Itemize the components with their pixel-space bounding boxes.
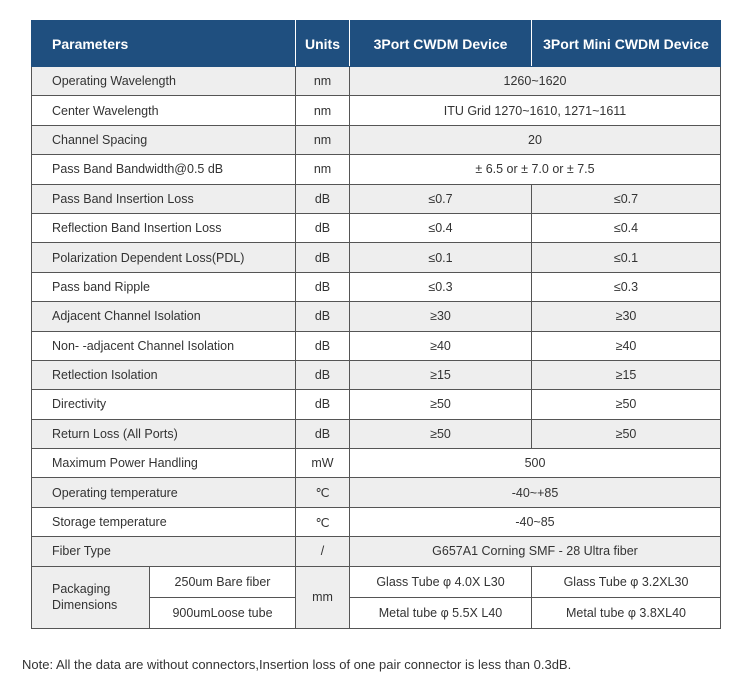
table-body [32, 67, 721, 629]
param-name: Pass Band Insertion Loss [32, 184, 296, 213]
table-row [32, 155, 721, 184]
table-row [32, 537, 721, 566]
table-row [32, 478, 721, 507]
param-value-device-2: ≥50 [532, 419, 721, 448]
table-row [32, 566, 721, 597]
param-unit: dB [296, 213, 350, 242]
table-row [32, 184, 721, 213]
param-unit: dB [296, 419, 350, 448]
footnote: Note: All the data are without connectors,Insertion loss of one pair connector is less than 0.3dB. [22, 657, 572, 672]
table-row [32, 213, 721, 242]
specification-table [31, 20, 721, 629]
param-value: 20 [350, 125, 721, 154]
param-name: Reflection Band Insertion Loss [32, 213, 296, 242]
param-name: Adjacent Channel Isolation [32, 302, 296, 331]
table-row [32, 507, 721, 536]
table-header-row [32, 21, 721, 67]
param-value-device-1: ≥50 [350, 419, 532, 448]
param-value: 500 [350, 449, 721, 478]
param-value-device-1: ≥50 [350, 390, 532, 419]
table-row [32, 449, 721, 478]
param-unit: dB [296, 272, 350, 301]
param-unit: mW [296, 449, 350, 478]
param-value-device-2: ≥15 [532, 360, 721, 389]
param-value-device-2: ≥40 [532, 331, 721, 360]
table-row [32, 125, 721, 154]
packaging-sub2-device-1: Metal tube φ 5.5X L40 [350, 597, 532, 628]
param-name: Maximum Power Handling [32, 449, 296, 478]
param-value: -40~+85 [350, 478, 721, 507]
param-name: Fiber Type [32, 537, 296, 566]
param-unit: / [296, 537, 350, 566]
packaging-sub2-device-2: Metal tube φ 3.8XL40 [532, 597, 721, 628]
param-value: ± 6.5 or ± 7.0 or ± 7.5 [350, 155, 721, 184]
param-value-device-2: ≤0.4 [532, 213, 721, 242]
param-unit: ℃ [296, 478, 350, 507]
param-value-device-1: ≤0.4 [350, 213, 532, 242]
param-unit: dB [296, 243, 350, 272]
param-unit: dB [296, 184, 350, 213]
param-unit: dB [296, 390, 350, 419]
packaging-label [32, 566, 150, 628]
param-name: Return Loss (All Ports) [32, 419, 296, 448]
param-name: Non- -adjacent Channel Isolation [32, 331, 296, 360]
packaging-label-line2: Dimensions [52, 598, 118, 613]
param-name: Channel Spacing [32, 125, 296, 154]
param-value-device-1: ≤0.1 [350, 243, 532, 272]
param-name: Directivity [32, 390, 296, 419]
table-row [32, 96, 721, 125]
param-value-device-2: ≤0.7 [532, 184, 721, 213]
table-row [32, 331, 721, 360]
param-name: Retlection Isolation [32, 360, 296, 389]
param-value: -40~85 [350, 507, 721, 536]
header-parameters: Parameters [32, 21, 296, 67]
header-device-1: 3Port CWDM Device [350, 21, 532, 67]
table-row [32, 272, 721, 301]
table-row [32, 419, 721, 448]
table-row [32, 67, 721, 96]
param-value-device-2: ≥30 [532, 302, 721, 331]
param-value: ITU Grid 1270~1610, 1271~1611 [350, 96, 721, 125]
table-row [32, 390, 721, 419]
param-unit: nm [296, 96, 350, 125]
param-unit: nm [296, 125, 350, 154]
param-unit: dB [296, 302, 350, 331]
packaging-sub1-device-2: Glass Tube φ 3.2XL30 [532, 566, 721, 597]
param-unit: nm [296, 67, 350, 96]
packaging-sub-1: 250um Bare fiber [150, 566, 296, 597]
packaging-unit: mm [296, 566, 350, 628]
param-value: G657A1 Corning SMF - 28 Ultra fiber [350, 537, 721, 566]
param-name: Operating temperature [32, 478, 296, 507]
param-name: Storage temperature [32, 507, 296, 536]
param-value-device-1: ≤0.3 [350, 272, 532, 301]
param-value-device-2: ≥50 [532, 390, 721, 419]
param-unit: dB [296, 360, 350, 389]
packaging-sub-2: 900umLoose tube [150, 597, 296, 628]
param-value-device-2: ≤0.1 [532, 243, 721, 272]
param-name: Operating Wavelength [32, 67, 296, 96]
packaging-sub1-device-1: Glass Tube φ 4.0X L30 [350, 566, 532, 597]
param-value-device-2: ≤0.3 [532, 272, 721, 301]
param-value-device-1: ≥30 [350, 302, 532, 331]
header-device-2: 3Port Mini CWDM Device [532, 21, 721, 67]
param-name: Center Wavelength [32, 96, 296, 125]
param-value-device-1: ≤0.7 [350, 184, 532, 213]
param-value-device-1: ≥40 [350, 331, 532, 360]
table-row [32, 360, 721, 389]
param-unit: nm [296, 155, 350, 184]
param-name: Pass Band Bandwidth@0.5 dB [32, 155, 296, 184]
packaging-label-line1: Packaging [52, 582, 111, 597]
header-units: Units [296, 21, 350, 67]
param-value: 1260~1620 [350, 67, 721, 96]
param-name: Polarization Dependent Loss(PDL) [32, 243, 296, 272]
param-value-device-1: ≥15 [350, 360, 532, 389]
param-name: Pass band Ripple [32, 272, 296, 301]
param-unit: ℃ [296, 507, 350, 536]
param-unit: dB [296, 331, 350, 360]
table-row [32, 243, 721, 272]
table-row [32, 302, 721, 331]
